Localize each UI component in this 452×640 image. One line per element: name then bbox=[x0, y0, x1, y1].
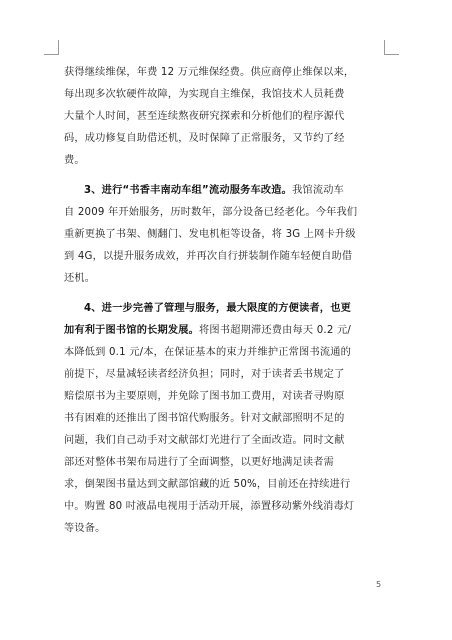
body-line: 费。 bbox=[64, 155, 85, 166]
section-4-heading-continued: 加有利于图书馆的长期发展。将图书超期滞还费由每天 0.2 元/ bbox=[64, 325, 352, 336]
body-line: 书有困难的还推出了图书馆代购服务。针对文献部照明不足的 bbox=[64, 413, 345, 424]
body-line: 前提下，尽量减轻读者经济负担；同时，对于读者丢书规定了 bbox=[64, 369, 345, 380]
body-line: 部还对整体书架布局进行了全面调整，以更好地满足读者需 bbox=[64, 457, 335, 468]
body-line: 获得继续维保，年费 12 万元维保经费。供应商停止维保以来， bbox=[64, 67, 355, 78]
body-line: 问题，我们自己动手对文献部灯光进行了全面改造。同时文献 bbox=[64, 435, 345, 446]
body-line: 到 4G，以提升服务成效，并再次自行拼装制作随车轻便自助借 bbox=[64, 251, 353, 262]
section-3-heading-line: 3、进行“书香丰南动车组”流动服务车改造。我馆流动车 bbox=[84, 185, 344, 196]
body-line: 本降低到 0.1 元/本，在保证基本的束力并维护正常图书流通的 bbox=[64, 347, 351, 358]
body-line: 等设备。 bbox=[64, 523, 106, 534]
body-line: 每出现多次软硬件故障，为实现自主维保，我馆技术人员耗费 bbox=[64, 89, 345, 100]
document-body bbox=[64, 62, 388, 540]
page-number: 5 bbox=[376, 580, 382, 589]
body-line: 重新更换了书架、侧翻门、发电机柜等设备，将 3G 上网卡升级 bbox=[64, 229, 356, 240]
crop-mark-top-left bbox=[44, 40, 59, 55]
section-4-heading: 4、进一步完善了管理与服务，最大限度的方便读者，也更 bbox=[84, 303, 351, 314]
section-3-heading: 3、进行“书香丰南动车组”流动服务车改造。 bbox=[84, 185, 293, 196]
body-line: 还机。 bbox=[64, 273, 96, 284]
body-line: 码，成功修复自助借还机，及时保障了正常服务，又节约了经 bbox=[64, 133, 345, 144]
body-line: 自 2009 年开始服务，历时数年，部分设备已经老化。今年我们 bbox=[64, 207, 358, 218]
body-line: 中。购置 80 吋液晶电视用于活动开展，添置移动紫外线消毒灯 bbox=[64, 501, 355, 512]
body-line: 求，倒架图书量达到文献部馆藏的近 50%，目前还在持续进行 bbox=[64, 479, 351, 490]
body-line: 赔偿原书为主要原则，并免除了图书加工费用，对读者寻购原 bbox=[64, 391, 345, 402]
body-line: 大量个人时间，甚至连续熬夜研究探索和分析他们的程序源代 bbox=[64, 111, 345, 122]
crop-mark-top-right bbox=[384, 40, 399, 55]
section-4-heading-line bbox=[64, 298, 388, 320]
